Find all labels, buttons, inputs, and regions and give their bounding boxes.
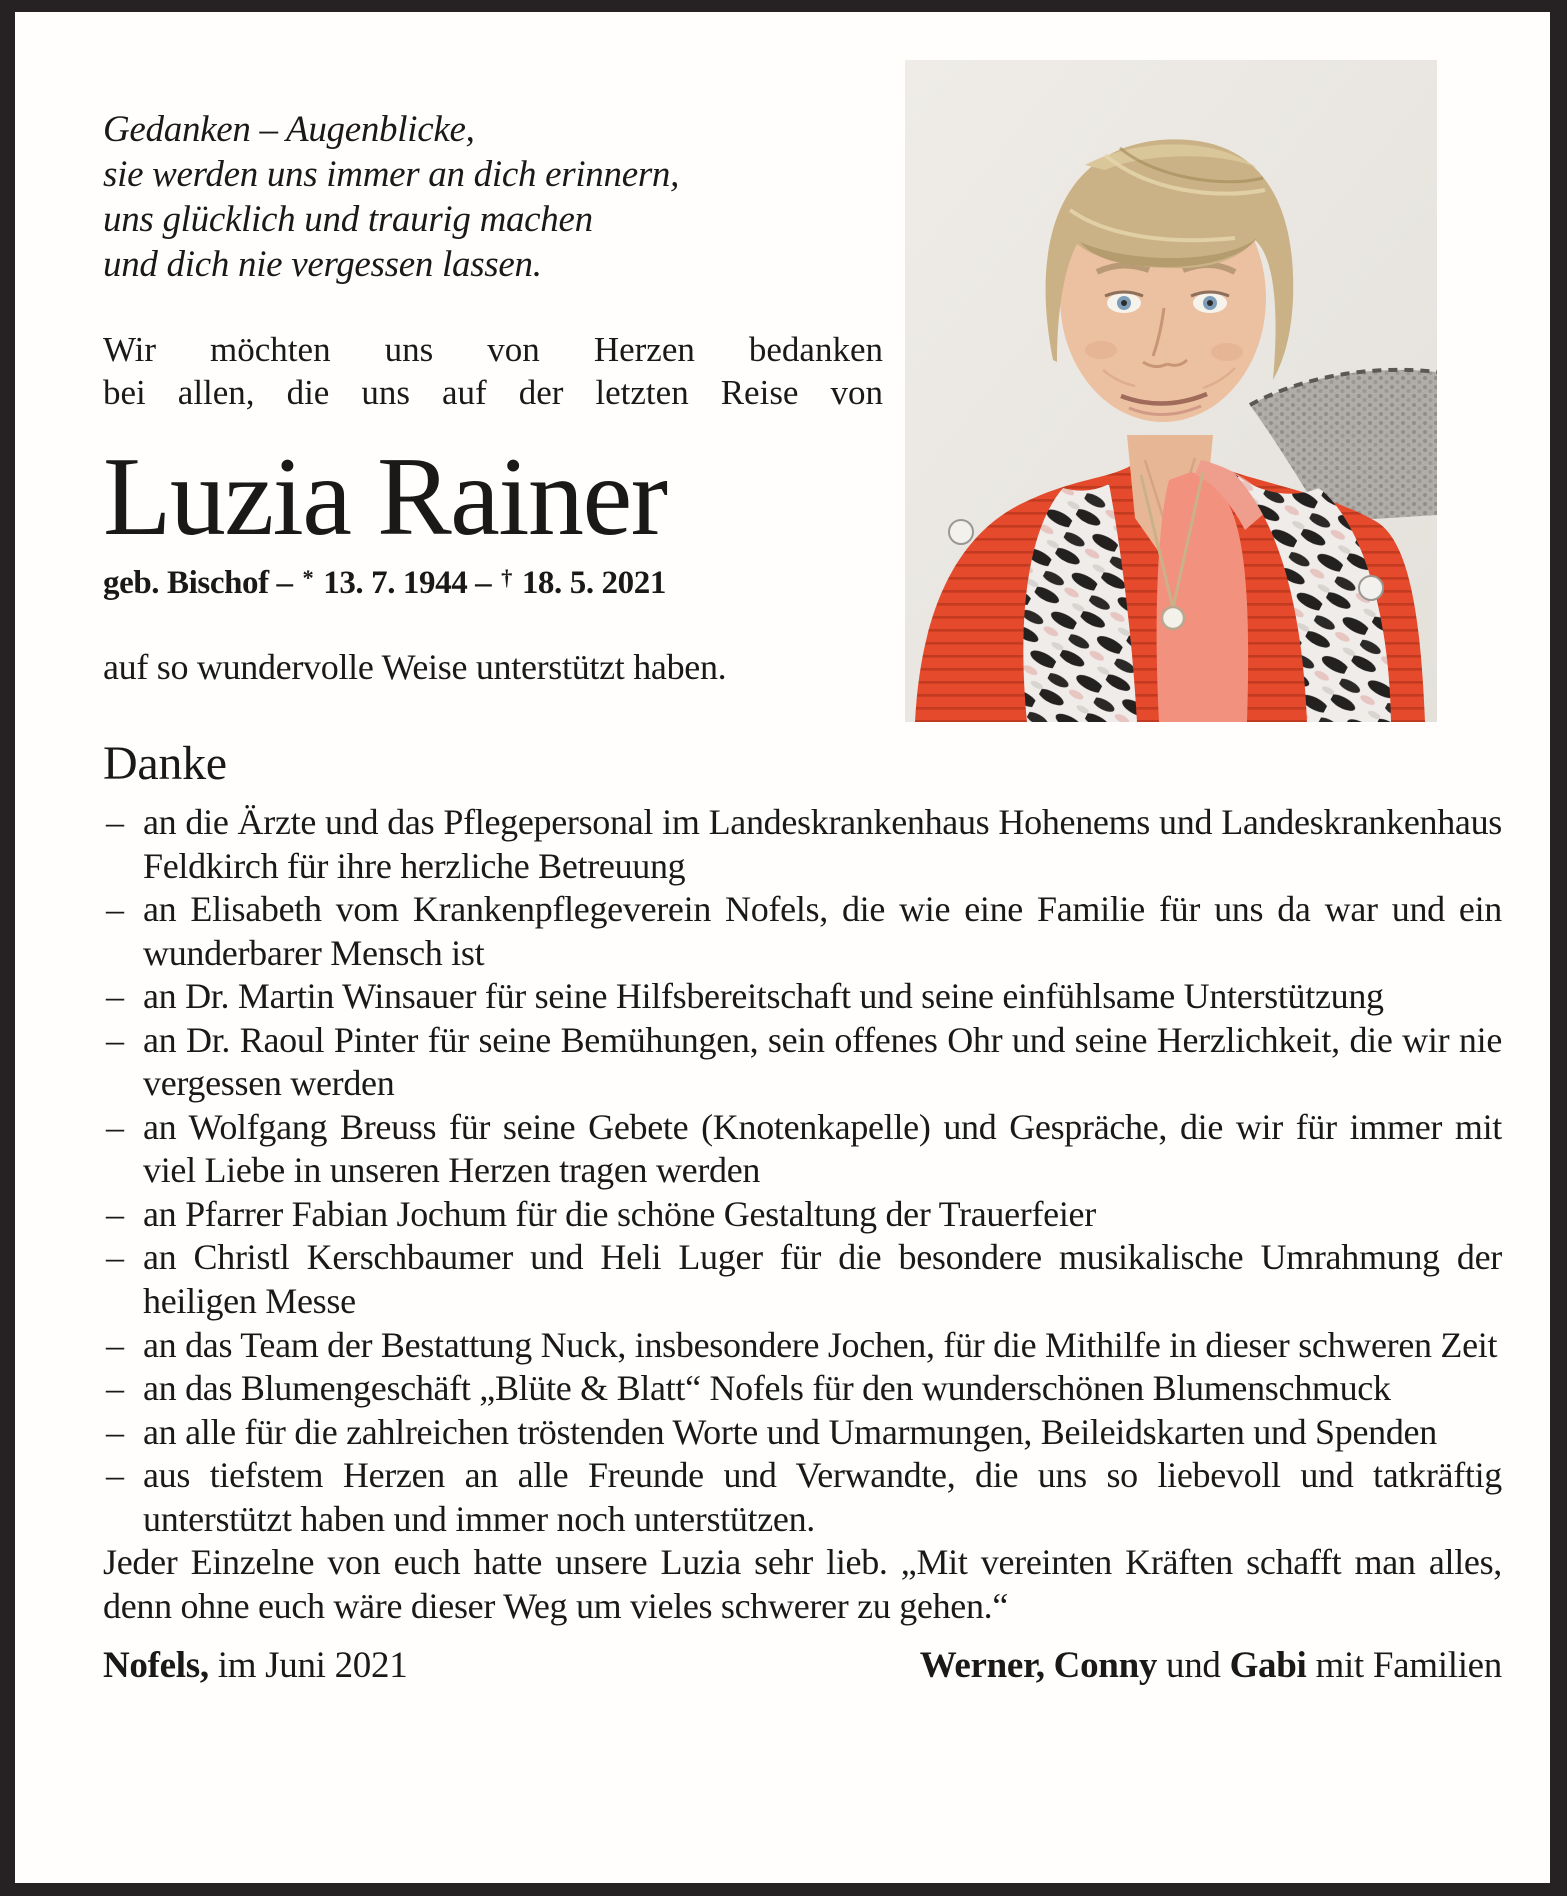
intro-line: Wir möchten uns von Herzen bedanken — [103, 329, 883, 369]
list-item-marker: – — [106, 802, 124, 842]
list-item-marker: – — [106, 1324, 124, 1365]
portrait-photo — [905, 60, 1437, 722]
family-suffix: mit Familien — [1315, 1645, 1502, 1687]
death-date: 18. 5. 2021 — [521, 564, 666, 601]
list-item-text: an Dr. Raoul Pinter für seine Bemühungen, sein offenes Ohr und seine Herzlichkeit, die wir nie vergessen werden — [143, 1019, 1502, 1104]
list-item-text: an das Team der Bestattung Nuck, insbesondere Jochen, für die Mithilfe in dieser schweren Zeit — [143, 1324, 1498, 1365]
list-item-text: an Wolfgang Breuss für seine Gebete (Knotenkapelle) und Gespräche, die wir für immer mit viel Liebe in unseren Herzen tragen werden — [143, 1106, 1502, 1191]
list-item — [103, 975, 1502, 1019]
list-item-text: an alle für die zahlreichen tröstenden Worte und Umarmungen, Beileidskarten und Spenden — [143, 1411, 1437, 1452]
closing-paragraph: Jeder Einzelne von euch hatte unsere Luzia sehr lieb. „Mit vereinten Kräften schafft man alles, denn ohne euch wäre dieser Weg um vieles schwerer zu gehen.“ — [103, 1542, 1502, 1626]
family-names-secondary: Gabi — [1229, 1645, 1307, 1687]
list-item-marker: – — [106, 976, 124, 1017]
list-item-text: an die Ärzte und das Pflegepersonal im Landeskrankenhaus Hohenems und Landeskrankenhaus Feldkirch für ihre herzliche Betreuung — [143, 802, 1502, 886]
list-item — [103, 1236, 1502, 1323]
list-item — [103, 1454, 1502, 1541]
obituary-page — [15, 12, 1550, 1883]
list-item-text: an Dr. Martin Winsauer für seine Hilfsbereitschaft und seine einfühlsame Unterstützung — [143, 976, 1384, 1017]
list-item-marker: – — [106, 1106, 124, 1147]
intro-line: bei allen, die uns auf der letzten Reise von — [103, 372, 883, 412]
family-connector: und — [1166, 1645, 1221, 1687]
list-item — [103, 1324, 1502, 1368]
list-item — [103, 888, 1502, 975]
support-line: auf so wundervolle Weise unterstützt haben. — [103, 646, 727, 687]
list-item-marker: – — [106, 1411, 124, 1452]
family-names-primary: Werner, Conny — [919, 1645, 1158, 1687]
list-item — [103, 1019, 1502, 1106]
intro-paragraph — [103, 328, 883, 415]
list-item-marker: – — [106, 1019, 124, 1060]
list-item-text: aus tiefstem Herzen an alle Freunde und Verwandte, die uns so liebevoll und tatkräftig unterstützt haben und immer noch unterstützen. — [143, 1455, 1502, 1539]
list-item-marker: – — [106, 1368, 124, 1409]
list-item-text: an das Blumengeschäft „Blüte & Blatt“ Nofels für den wunderschönen Blumenschmuck — [143, 1368, 1391, 1409]
poem-line: uns glücklich und traurig machen — [103, 199, 593, 241]
poem-line: Gedanken – Augenblicke, — [103, 109, 475, 150]
list-item-marker: – — [106, 889, 124, 930]
list-item-text: an Pfarrer Fabian Jochum für die schöne Gestaltung der Trauerfeier — [143, 1193, 1096, 1234]
list-item — [103, 1411, 1502, 1455]
list-item — [103, 1106, 1502, 1193]
birth-date: 13. 7. 1944 – — [323, 564, 492, 601]
list-item — [103, 801, 1502, 888]
footer-place: Nofels, — [103, 1645, 209, 1687]
footer-family-names — [920, 1644, 1502, 1687]
portrait-illustration — [905, 60, 1437, 722]
thanks-heading: Danke — [103, 737, 227, 790]
footer-date: im Juni 2021 — [217, 1645, 408, 1687]
list-item-text: an Elisabeth vom Krankenpflegeverein Nofels, die wie eine Familie für uns da war und ein wunderbarer Mensch ist — [143, 889, 1502, 973]
top-section — [103, 107, 1502, 722]
poem-line: und dich nie vergessen lassen. — [103, 244, 542, 286]
poem-line: sie werden uns immer an dich erinnern, — [103, 154, 680, 196]
deceased-name: Luzia Rainer — [103, 435, 667, 560]
list-item — [103, 1193, 1502, 1237]
list-item-marker: – — [106, 1237, 124, 1278]
maiden-name: geb. Bischof – — [103, 564, 293, 601]
list-item-text: an Christl Kerschbaumer und Heli Luger für die besondere musikalische Umrahmung der heiligen Messe — [143, 1237, 1502, 1322]
list-item — [103, 1367, 1502, 1411]
list-item-marker: – — [106, 1455, 124, 1496]
born-star-symbol: * — [302, 564, 314, 590]
died-cross-symbol: † — [501, 564, 512, 590]
footer-place-date — [103, 1644, 407, 1687]
list-item-marker: – — [106, 1193, 124, 1234]
thanks-list — [103, 801, 1502, 1541]
footer — [103, 1644, 1502, 1687]
